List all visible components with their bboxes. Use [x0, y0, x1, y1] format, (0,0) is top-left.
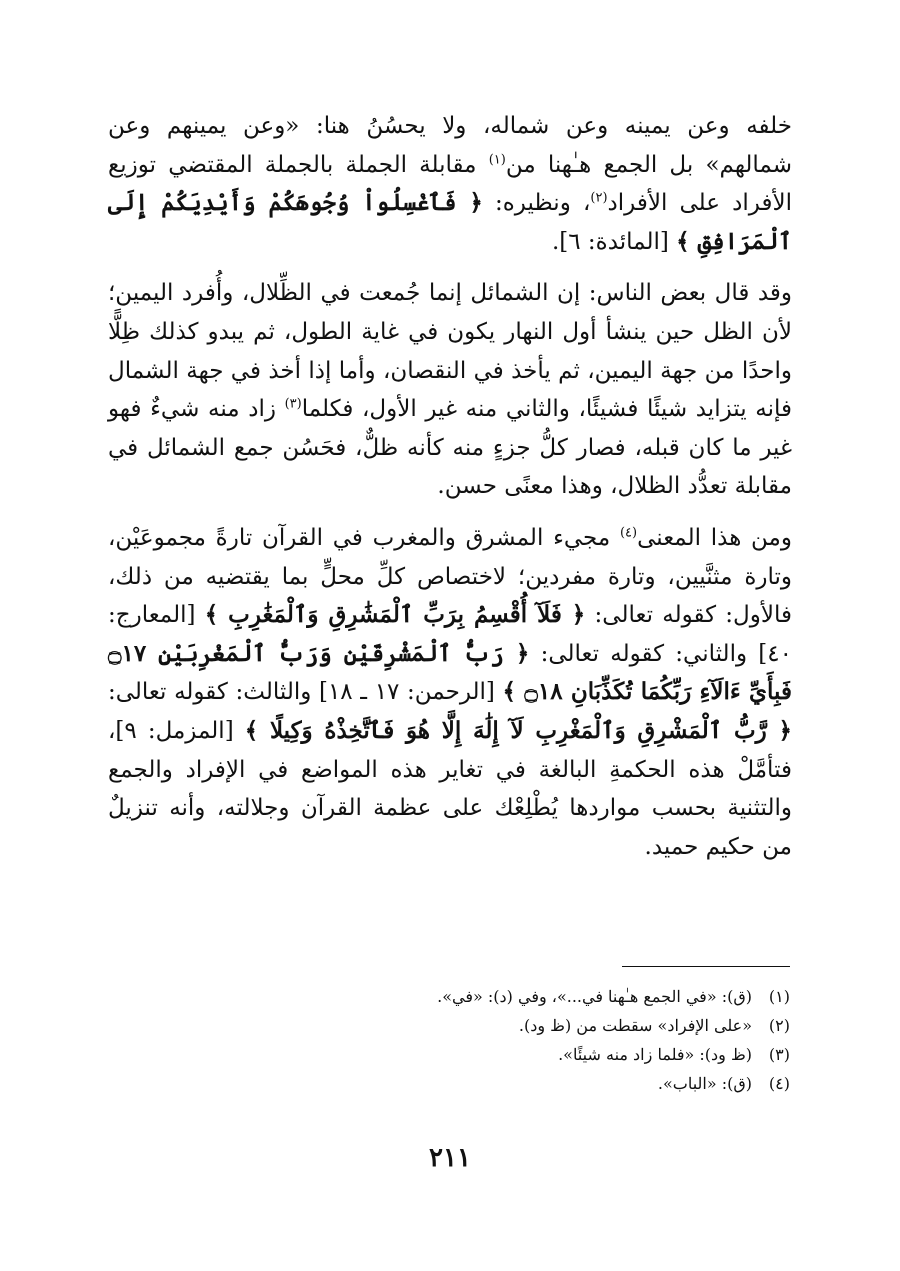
quran-verse: ﴿ رَبُّ ٱلْمَشْرِقَيْنِ وَرَبُّ ٱلْمَغْرِبَيْنِ ۝١٧ فَبِأَيِّ ءَالَآءِ رَبِّكُمَا تُكَذِّبَانِ ۝١٨ ﴾ — [108, 639, 792, 706]
paragraph-2 — [108, 274, 792, 506]
footnote-text: (ق): «في الجمع هـٰهنا في...»، وفي (د): «في». — [437, 987, 752, 1006]
verse-reference: [الرحمن: ١٧ ـ ١٨] والثالث: كقوله تعالى: — [108, 679, 503, 706]
footnotes-list — [108, 982, 790, 1098]
footnote-text: (ظ ود): «فلما زاد منه شيئًا». — [558, 1045, 752, 1064]
footnote-text: «على الإفراد» سقطت من (ظ ود). — [518, 1016, 752, 1035]
footnote-number: (٤) — [768, 1074, 790, 1093]
footnote-3 — [108, 1040, 790, 1069]
footnote-ref-2[interactable]: (٢) — [590, 190, 608, 206]
footnote-ref-4[interactable]: (٤) — [619, 525, 638, 541]
footnote-2 — [108, 1011, 790, 1040]
text-run: خلفه وعن يمينه وعن شماله، ولا يحسُنُ هنا: «وعن يمينهم وعن شمالهم» بل الجمع هـٰهنا من — [108, 113, 793, 178]
paragraph-1 — [108, 107, 792, 261]
paragraph-3 — [108, 519, 792, 866]
quran-verse: ﴿ فَٱغْسِلُواْ وُجُوهَكُمْ وَأَيْدِيَكُمْ إِلَى ٱلْمَرَافِقِ ﴾ — [108, 189, 792, 255]
text-run: مقابلة الجملة بالجملة المقتضي توزيع الأفراد على الأفراد — [108, 151, 792, 217]
footnote-4 — [108, 1069, 790, 1098]
footnote-text: (ق): «الباب». — [657, 1074, 752, 1093]
main-text — [108, 107, 792, 866]
footnote-ref-1[interactable]: (١) — [488, 151, 506, 167]
quran-verse: ﴿ فَلَآ أُقْسِمُ بِرَبِّ ٱلْمَشَٰرِقِ وَٱلْمَغَٰرِبِ ﴾ — [204, 601, 586, 629]
verse-reference: [المعارج: ٤٠] والثاني: كقوله تعالى: — [108, 602, 792, 667]
text-run: زاد منه شيءٌ فهو غير ما كان قبله، فصار كلُّ جزءٍ منه كأنه ظلٌّ، فحَسُن جمع الشمائل في مقابلة تعدُّد الظلال، وهذا معنًى حسن. — [108, 396, 792, 500]
text-run: مجيء المشرق والمغرب في القرآن تارةً مجموعَيْن، وتارة مثنَّيين، وتارة مفردين؛ لاختصاص كلِّ محلٍّ بما يقتضيه من ذلك، فالأول: كقوله تعالى: — [108, 524, 792, 629]
footnote-ref-3[interactable]: (٣) — [284, 396, 302, 412]
footnote-number: (١) — [768, 987, 790, 1006]
text-run: ومن هذا المعنى — [637, 524, 792, 551]
footnote-number: (٢) — [768, 1016, 790, 1035]
quran-verse: ﴿ رَّبُّ ٱلْمَشْرِقِ وَٱلْمَغْرِبِ لَآ إِلَٰهَ إِلَّا هُوَ فَٱتَّخِذْهُ وَكِيلًا ﴾ — [244, 716, 793, 744]
text-run: وقد قال بعض الناس: إن الشمائل إنما جُمعت في الظِّلال، وأُفرد اليمين؛ لأن الظل حين ينشأ أول النهار يكون في غاية الطول، ثم يبدو كذلك ظِلًّا واحدًا من جهة اليمين، ثم يأخذ في النقصان، وأما إذا أخذ في جهة الشمال فإنه يتزايد شيئًا فشيئًا، والثاني منه غير الأول، فكلما — [108, 280, 792, 423]
footnote-separator — [622, 966, 790, 967]
text-run: ، ونظيره: — [482, 190, 591, 217]
page-number: ٢١١ — [429, 1143, 471, 1173]
verse-reference: [المزمل: ٩]، فتأمَّلْ هذه الحكمةِ البالغة في تغاير هذه المواضع في الإفراد والجمع والتثنية بحسب مواردها يُطْلِعْك على عظمة القرآن وجلالته، وأنه تنزيلٌ من حكيم حميد. — [108, 717, 792, 860]
footnote-1 — [108, 982, 790, 1011]
footnote-number: (٣) — [768, 1045, 790, 1064]
verse-reference: [المائدة: ٦]. — [551, 228, 677, 255]
